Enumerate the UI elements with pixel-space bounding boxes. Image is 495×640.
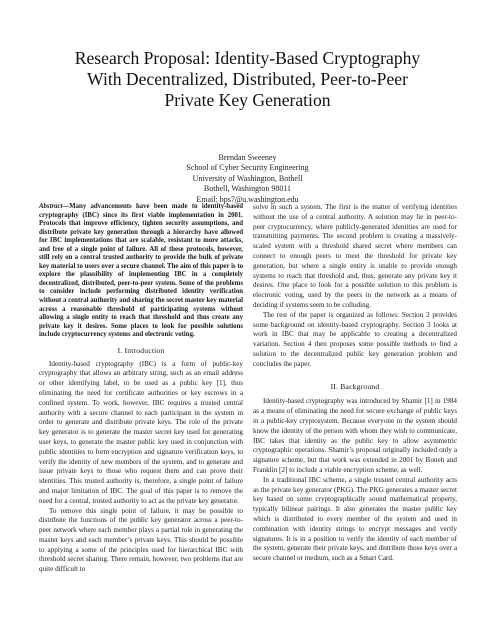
title-line: Private Key Generation [164,90,331,110]
paragraph: The rest of the paper is organized as follows: Section 2 provides some background on identity-based cryptography. Section 3 looks at work in IBC that may be applicable to creating a decentralized variation. Section 4 then proposes some possible methods to find a solution to the decentralized public key generation problem and concludes the paper. [253,310,457,368]
author-affiliation: Bothell, Washington 98011 [203,184,292,194]
author-affiliation: School of Cyber Security Engineering [186,163,309,173]
section-heading-background: II. Background [330,381,380,391]
author-block [100,153,395,205]
paragraph: To remove this single point of failure, it may be possible to distribute the functions of the public key generator across a peer-to-peer network where each member plays a partial role in generating the master keys and each member’s private keys. This should be possible to applying a some of the principles used for hierarchical IBC with threshold secret sharing. There remain, however, two problems that are quite difficult to [39,506,243,574]
left-column [39,203,243,575]
author-name: Brendan Sweeney [218,153,277,162]
title-line: Research Proposal: Identity-Based Cryptography [74,48,421,68]
paragraph: solve in such a system. The first is the matter of verifying identities without the use of a central authority. A solution may lie in peer-to-peer cryptocurrency, where publicly-generated identities are used for transmitting payments. The second problem is creating a massively-scaled system with a threshold shared secret where members can connect to enough peers to meet the threshold for private key generation, but where a single entity is unable to provide enough systems to reach that threshold and, thus, generate any private key it desires. One place to look for a possible solution to this problem is electronic voting, used by the peers in the network as a means of deciding if systems seem to be colluding. [253,203,457,309]
author-email: Email: bps7@u.washington.edu [196,194,299,204]
author-affiliation: University of Washington, Bothell [192,173,303,183]
abstract [39,203,243,340]
abstract-text: —Many advancements have been made to identity-based cryptography (IBC) since its first viable implementation in 2001. Protocols that improve efficiency, tighten security assumptions, and distribute private key generation through a hierarchy have allowed for IBC implementations that are scalable, resistant to more attacks, and free of a single point of failure. All of these protocols, however, still rely on a central trusted authority to provide the bulk of private key material to users over a secure channel. The aim of this paper is to explore the plausibility of implementing IBC in a completely decentralized, distributed, peer-to-peer system. Some of the problems to consider include performing distributed identity verification without a central authority and sharing the secret master key material across a reasonable threshold of participating systems without allowing a single entity to reach that threshold and thus create any private key it desires. Some places to look for possible solutions include cryptocurrency systems and electronic voting. [39,203,243,339]
abstract-label: Abstract [39,203,63,210]
title-line: With Decentralized, Distributed, Peer-to-Peer [87,69,408,89]
paragraph: Identity-based cryptography was introduced by Shamir [1] in 1984 as a means of eliminating the need for secure exchange of public keys in a public-key cryptosystem. Because everyone in the system should know the identity of the person with whom they wish to communicate, IBC takes that identity as the public key to allow asymmetric cryptographic operations. Shamir’s proposal originally included only a signature scheme, but that work was extended in 2001 by Boneh and Franklin [2] to include a viable encryption scheme, as well. [253,397,457,474]
paragraph: In a traditional IBC scheme, a single trusted central authority acts as the private key generator (PKG). The PKG generates a master secret key based on some cryptographically sound mathematical property, typically bilinear pairings. It also generates the master public key which is distributed to every member of the system and used in combination with identity strings to encrypt messages and verify signatures. It is in a position to verify the identity of each member of the system, generate their private keys, and distribute those keys over a secure channel or medium, such as a Smart Card. [253,475,457,563]
section-heading-introduction: I. Introduction [117,345,165,355]
right-column [253,203,457,564]
paper-title [30,48,465,111]
paragraph: Identity-based cryptography (IBC) is a form of public-key cryptography that allows an arbitrary string, such as an email address or other identifying label, to be used as a public key [1], thus eliminating the need for certificate authorities or key escrows in a confined system. To work, however, IBC requires a trusted central authority with a secure channel to each participant in the system in order to generate and distribute private keys. The role of the private key generator is to generate the master secret key used for generating user keys, to generate the master public key used in conjunction with public identities to form encryption and signature verification keys, to verify the identity of new members of the system, and to generate and issue private keys to those who request them and can prove their identities. This trusted authority is, therefore, a single point of failure and major limitation of IBC. The goal of this paper is to remove the need for a central, trusted authority to act as the private key generator. [39,359,243,505]
